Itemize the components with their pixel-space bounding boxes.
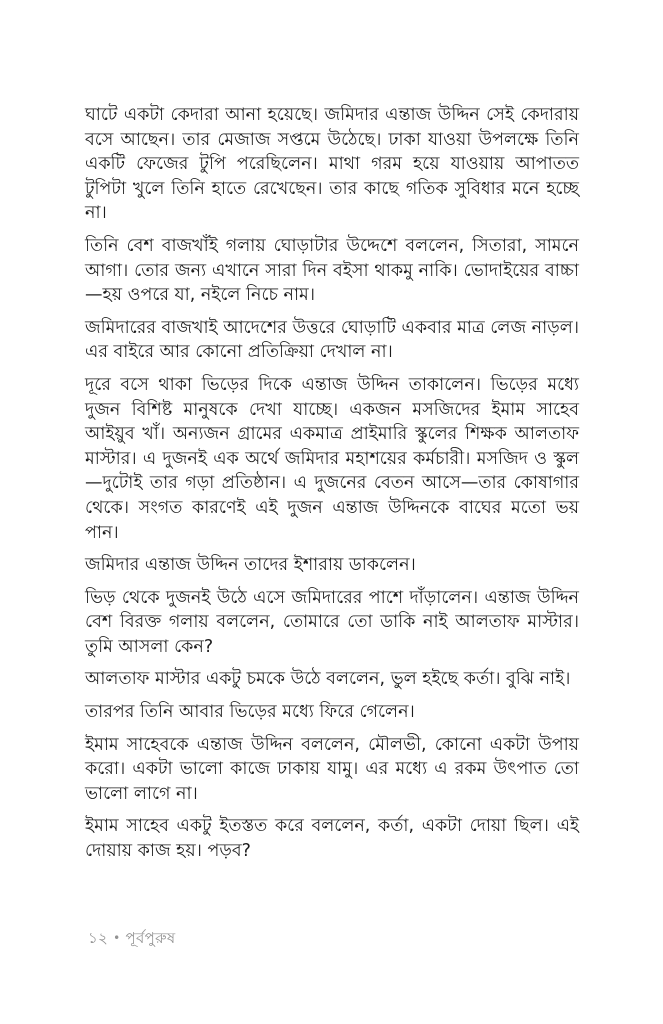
paragraph: জমিদার এন্তাজ উদ্দিন তাদের ইশারায় ডাকলেন। [85,555,416,576]
paragraph: দূরে বসে থাকা ভিড়ের দিকে এন্তাজ উদ্দিন তাকালেন। ভিড়ের মধ্যে দুজন বিশিষ্ট মানুষকে দেখা যাচ্ছে। একজন মসজিদের ইমাম সাহেব আইয়ুব খাঁ। অন্যজন গ্রামের একমাত্র প্রাইমারি স্কুলের শিক্ষক আলতাফ মাস্টার। এ দুজনই এক অর্থে জমিদার মহাশয়ের কর্মচারী। মসজিদ ও স্কুল—দুটোই তার গড়া প্রতিষ্ঠান। এ দুজনের বেতন আসে—তার কোষাগার থেকে। সংগত কারণেই এই দুজন এন্তাজ উদ্দিনকে বাঘের মতো ভয় পান। [85,374,579,543]
paragraph: ইমাম সাহেবকে এন্তাজ উদ্দিন বললেন, মৌলভী, কোনো একটা উপায় করো। একটা ভালো কাজে ঢাকায় যামু। এর মধ্যে এ রকম উৎপাত তো ভালো লাগে না। [85,734,579,804]
bullet-separator: • [113,931,121,945]
page-number: ১২ [88,929,109,947]
paragraph: তিনি বেশ বাজখাঁই গলায় ঘোড়াটার উদ্দেশে বললেন, সিতারা, সামনে আগা। তোর জন্য এখানে সারা দিন বইসা থাকমু নাকি। ভোদাইয়ের বাচ্চা—হয় ওপরে যা, নইলে নিচে নাম। [85,235,579,306]
paragraph: আলতাফ মাস্টার একটু চমকে উঠে বললেন, ভুল হইছে কর্তা। বুঝি নাই। [85,669,571,690]
book-title: পূর্বপুরুষ [125,929,176,947]
page-footer [88,928,175,948]
paragraph: ইমাম সাহেব একটু ইতস্তত করে বললেন, কর্তা, একটা দোয়া ছিল। এই দোয়ায় কাজ হয়। পড়ব? [85,816,579,862]
paragraph: ঘাটে একটা কেদারা আনা হয়েছে। জমিদার এন্তাজ উদ্দিন সেই কেদারায় বসে আছেন। তার মেজাজ সপ্তমে উঠেছে। ঢাকা যাওয়া উপলক্ষে তিনি একটি ফেজের টুপি পরেছিলেন। মাথা গরম হয়ে যাওয়ায় আপাতত টুপিটা খুলে তিনি হাতে রেখেছেন। তার কাছে গতিক সুবিধার মনে হচ্ছে না। [85,105,579,224]
paragraph: তারপর তিনি আবার ভিড়ের মধ্যে ফিরে গেলেন। [85,702,415,723]
body-text [85,103,579,872]
paragraph: জমিদারের বাজখাই আদেশের উত্তরে ঘোড়াটি একবার মাত্র লেজ নাড়ল। এর বাইরে আর কোনো প্রতিক্রিয়া দেখাল না। [85,317,579,363]
paragraph: ভিড় থেকে দুজনই উঠে এসে জমিদারের পাশে দাঁড়ালেন। এন্তাজ উদ্দিন বেশ বিরক্ত গলায় বললেন, তোমারে তো ডাকি নাই আলতাফ মাস্টার। তুমি আসলা কেন? [85,587,579,657]
